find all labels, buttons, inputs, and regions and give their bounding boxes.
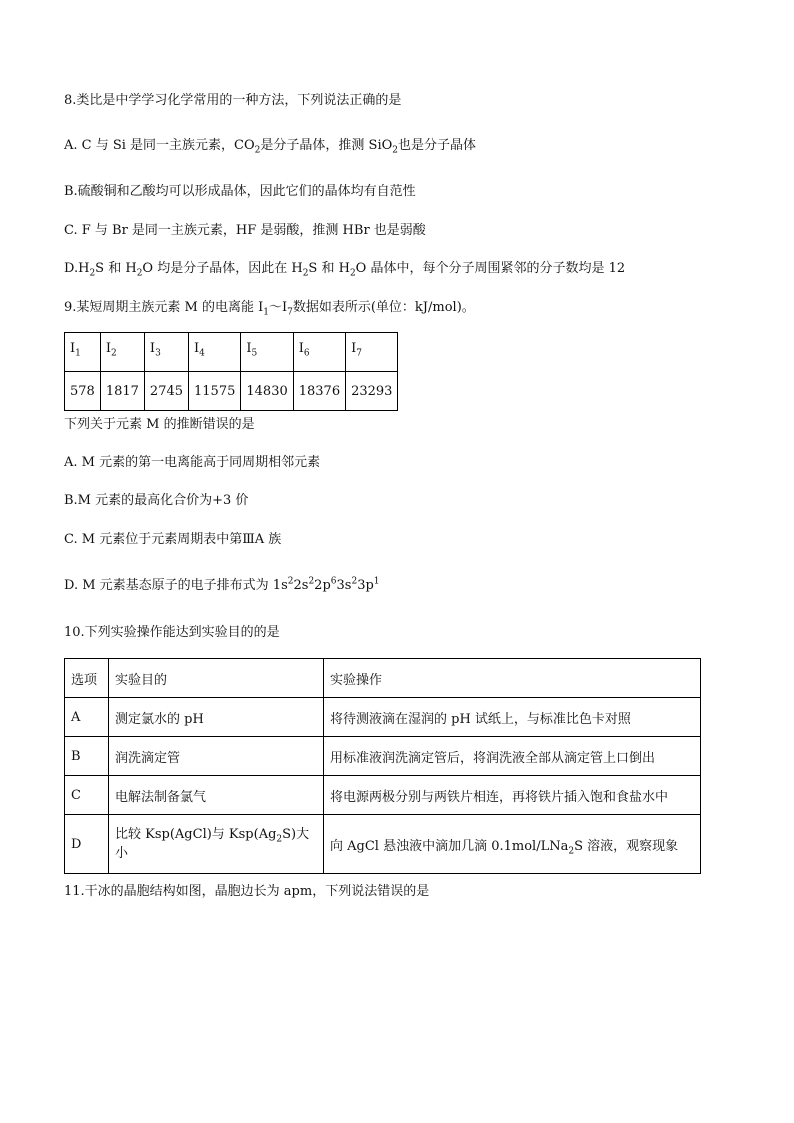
row-option: A <box>65 698 109 737</box>
ionization-header-cell: $I_1$ <box>65 333 101 372</box>
q9-stem: 9.某短周期主族元素 M 的电离能 $I_1\sim I_7$数据如表所示(单位：kJ/mol)。 <box>64 300 475 318</box>
q8-option-d: $D.H_2S$ 和 $H_2O$ 均是分子晶体，因此在 $H_2S$ 和 $H_2O$ 晶体中，每个分子周围紧邻的分子数均是 12 <box>64 261 626 279</box>
row-option: B <box>65 737 109 776</box>
row-goal: 润洗滴定管 <box>109 737 324 776</box>
q8-option-a: A. C 与 Si 是同一主族元素，$CO_2$是分子晶体，推测 SiO$_2$也是分子晶体 <box>64 138 477 156</box>
header-option: 选项 <box>65 659 109 698</box>
ionization-value-cell: 18376 <box>293 372 345 411</box>
row-option: C <box>65 776 109 815</box>
q8-stem: 8.类比是中学学习化学常用的一种方法，下列说法正确的是 <box>64 93 402 108</box>
ionization-header-cell: $I_2$ <box>100 333 144 372</box>
experiment-table <box>64 658 701 874</box>
table-header-row <box>65 659 701 698</box>
row-goal: 测定氯水的 pH <box>109 698 324 737</box>
row-goal: 比较 Ksp(AgCl)与 $Ksp(Ag_2S)$大小 <box>109 815 324 874</box>
table-row <box>65 372 398 411</box>
row-operation: 向 AgCl 悬浊液中滴加几滴 0.1mol/LNa$_2$S 溶液，观察现象 <box>324 815 701 874</box>
row-option: D <box>65 815 109 874</box>
table-row <box>65 815 701 874</box>
table-row <box>65 698 701 737</box>
row-goal: 电解法制备氯气 <box>109 776 324 815</box>
ionization-value-cell: 2745 <box>144 372 188 411</box>
ionization-header-cell: $I_6$ <box>293 333 345 372</box>
table-row <box>65 737 701 776</box>
q9-option-b: B.M 元素的最高化合价为+3 价 <box>64 493 249 508</box>
row-operation: 将待测液滴在湿润的 pH 试纸上，与标准比色卡对照 <box>324 698 701 737</box>
q9-option-d: D. M 元素基态原子的电子排布式为 $1s^22s^22p^63s^23p^1$ <box>64 576 380 593</box>
row-operation: 将电源两极分别与两铁片相连，再将铁片插入饱和食盐水中 <box>324 776 701 815</box>
q10-stem: 10.下列实验操作能达到实验目的的是 <box>64 625 280 640</box>
table-row <box>65 776 701 815</box>
header-goal: 实验目的 <box>109 659 324 698</box>
q8-option-c: C. F 与 Br 是同一主族元素，HF 是弱酸，推测 HBr 也是弱酸 <box>64 223 426 238</box>
q9-option-c: C. M 元素位于元素周期表中第ⅢA 族 <box>64 532 282 547</box>
q8-option-b: B.硫酸铜和乙酸均可以形成晶体，因此它们的晶体均有自范性 <box>64 184 416 199</box>
ionization-value-cell: 578 <box>65 372 101 411</box>
ionization-value-cell: 23293 <box>346 372 398 411</box>
q9-option-a: A. M 元素的第一电离能高于同周期相邻元素 <box>64 455 321 470</box>
ionization-header-cell: $I_4$ <box>189 333 241 372</box>
ionization-header-cell: $I_5$ <box>241 333 293 372</box>
q11-stem: 11.干冰的晶胞结构如图，晶胞边长为 apm，下列说法错误的是 <box>64 884 430 899</box>
table-header-row <box>65 333 398 372</box>
ionization-energy-table <box>64 332 398 411</box>
ionization-header-cell: $I_7$ <box>346 333 398 372</box>
ionization-value-cell: 14830 <box>241 372 293 411</box>
q9-follow: 下列关于元素 M 的推断错误的是 <box>64 417 255 432</box>
ionization-value-cell: 1817 <box>100 372 144 411</box>
row-operation: 用标准液润洗滴定管后，将润洗液全部从滴定管上口倒出 <box>324 737 701 776</box>
ionization-value-cell: 11575 <box>189 372 241 411</box>
ionization-header-cell: $I_3$ <box>144 333 188 372</box>
header-operation: 实验操作 <box>324 659 701 698</box>
